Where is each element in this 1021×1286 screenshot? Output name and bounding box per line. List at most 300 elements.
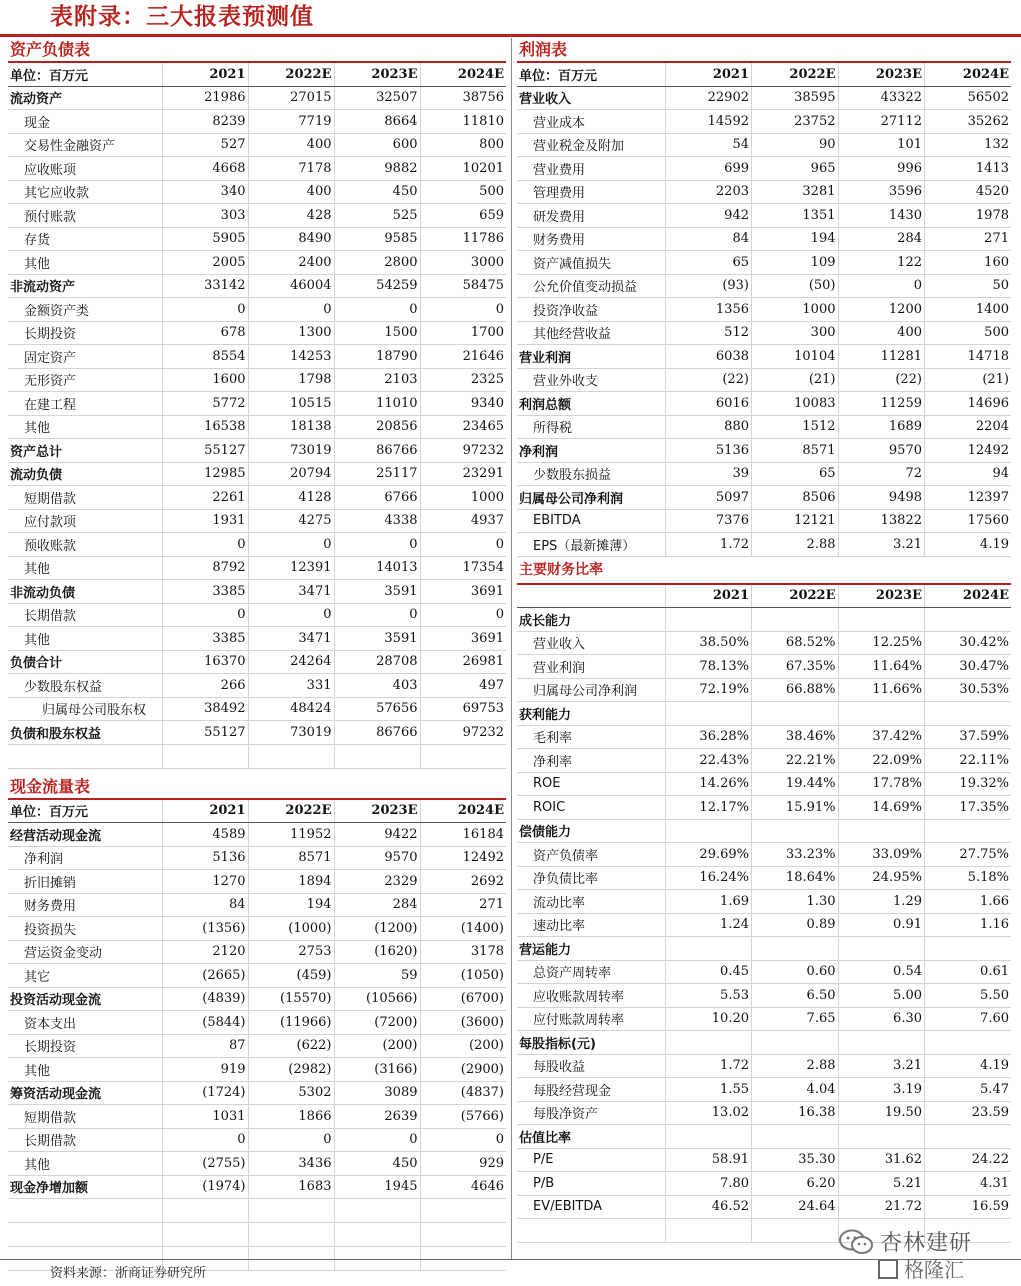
row-label: 应收账项	[8, 157, 162, 181]
cell-value: 4275	[248, 509, 334, 533]
cell-value: 11010	[334, 392, 420, 416]
cell-value: 5097	[665, 486, 752, 510]
cell-value: 65	[665, 251, 752, 275]
empty-cell	[752, 1219, 839, 1243]
cell-value: 18790	[334, 345, 420, 369]
table-row	[517, 1195, 1011, 1219]
row-label: 净利率	[517, 749, 665, 773]
cell-value: 194	[248, 893, 334, 917]
empty-cell	[420, 744, 506, 768]
cell-value: 4338	[334, 509, 420, 533]
cell-value: 0	[248, 533, 334, 557]
cell-value: (2755)	[162, 1152, 248, 1176]
cell-value: 7.65	[752, 1007, 839, 1031]
income-statement-title: 利润表	[517, 38, 1011, 63]
cell-value: 19.32%	[925, 772, 1012, 796]
row-label: 成长能力	[517, 608, 665, 632]
cell-value	[838, 1031, 925, 1055]
cell-value: 12492	[420, 846, 506, 870]
cell-value: 0	[838, 274, 925, 298]
cell-value: 11.64%	[838, 655, 925, 679]
cell-value: 55127	[162, 721, 248, 745]
cell-value: 400	[248, 133, 334, 157]
cell-value: 800	[420, 133, 506, 157]
cell-value: 14592	[665, 110, 752, 134]
unit-label: 单位：百万元	[8, 800, 162, 823]
cell-value: 5905	[162, 227, 248, 251]
income-statement-body	[517, 63, 1011, 556]
cell-value: 2120	[162, 940, 248, 964]
cell-value: 14696	[925, 392, 1012, 416]
table-row	[8, 987, 506, 1011]
cell-value: 2753	[248, 940, 334, 964]
row-label: 所得税	[517, 415, 665, 439]
row-label: 营运资金变动	[8, 940, 162, 964]
year-header: 2024E	[420, 800, 506, 823]
table-row	[517, 1054, 1011, 1078]
cell-value: 2639	[334, 1105, 420, 1129]
year-header: 2024E	[420, 63, 506, 86]
cell-value: 21646	[420, 345, 506, 369]
row-label: 每股经营现金	[517, 1078, 665, 1102]
cell-value: 1031	[162, 1105, 248, 1129]
year-header: 2023E	[838, 585, 925, 608]
table-row	[8, 964, 506, 988]
row-label: 经营活动现金流	[8, 823, 162, 847]
cell-value: 12492	[925, 439, 1012, 463]
unit-label: 单位：百万元	[8, 63, 162, 86]
cell-value: 35.30	[752, 1148, 839, 1172]
row-label: 营运能力	[517, 937, 665, 961]
cell-value: 84	[665, 227, 752, 251]
cell-value: (4839)	[162, 987, 248, 1011]
cell-value: 4646	[420, 1175, 506, 1199]
watermark-bottom	[878, 1254, 964, 1283]
table-row	[517, 937, 1011, 961]
cell-value: 21.72	[838, 1195, 925, 1219]
cell-value: 84	[162, 893, 248, 917]
cell-value: 1300	[248, 321, 334, 345]
cell-value: (5844)	[162, 1011, 248, 1035]
empty-cell	[420, 1199, 506, 1223]
table-row	[8, 580, 506, 604]
row-label: 短期借款	[8, 1105, 162, 1129]
cell-value: 0	[334, 603, 420, 627]
row-label: 营业费用	[517, 157, 665, 181]
cell-value: 1.29	[838, 890, 925, 914]
table-row	[8, 674, 506, 698]
cell-value: 3.21	[838, 533, 925, 557]
cell-value: 3385	[162, 580, 248, 604]
empty-cell	[334, 1223, 420, 1247]
cell-value: (1356)	[162, 917, 248, 941]
cell-value	[752, 608, 839, 632]
cell-value: 6038	[665, 345, 752, 369]
cell-value: 942	[665, 204, 752, 228]
brand-logo-icon	[878, 1259, 898, 1279]
year-header: 2023E	[334, 63, 420, 86]
cell-value: 1356	[665, 298, 752, 322]
cash-flow-table	[8, 800, 506, 1272]
table-row	[8, 1175, 506, 1199]
cell-value: 22.11%	[925, 749, 1012, 773]
table-row	[8, 204, 506, 228]
cell-value: 1270	[162, 870, 248, 894]
table-row	[517, 678, 1011, 702]
row-label: 营业利润	[517, 655, 665, 679]
table-row	[517, 462, 1011, 486]
row-label: 少数股东权益	[8, 674, 162, 698]
empty-row	[8, 744, 506, 768]
cell-value: 300	[752, 321, 839, 345]
cell-value: 3591	[334, 627, 420, 651]
year-header: 2021	[162, 63, 248, 86]
right-column	[517, 38, 1011, 1243]
row-label: 管理费用	[517, 180, 665, 204]
row-label: EPS（最新摊薄）	[517, 533, 665, 557]
cell-value: 22.09%	[838, 749, 925, 773]
cell-value: 87	[162, 1034, 248, 1058]
table-row	[8, 650, 506, 674]
cell-value: 1512	[752, 415, 839, 439]
cell-value: 11786	[420, 227, 506, 251]
table-row	[517, 1078, 1011, 1102]
cell-value: (2900)	[420, 1058, 506, 1082]
cell-value: 2.88	[752, 1054, 839, 1078]
cell-value: 450	[334, 180, 420, 204]
row-label: 投资净收益	[517, 298, 665, 322]
cell-value: 9340	[420, 392, 506, 416]
cell-value: 5.50	[925, 984, 1012, 1008]
cell-value: 9422	[334, 823, 420, 847]
table-row	[8, 368, 506, 392]
cell-value: 1700	[420, 321, 506, 345]
cell-value: 2325	[420, 368, 506, 392]
cell-value: 428	[248, 204, 334, 228]
cell-value: 19.50	[838, 1101, 925, 1125]
cell-value: 1000	[752, 298, 839, 322]
cell-value: 6016	[665, 392, 752, 416]
table-row	[8, 392, 506, 416]
watermark-account: 杏林建研	[880, 1231, 973, 1256]
table-row	[517, 913, 1011, 937]
cell-value: 3691	[420, 627, 506, 651]
table-row	[8, 133, 506, 157]
row-label: 长期借款	[8, 603, 162, 627]
unit-label: 单位：百万元	[517, 63, 665, 86]
cell-value: 24.95%	[838, 866, 925, 890]
cell-value: 0	[248, 298, 334, 322]
cell-value: (2665)	[162, 964, 248, 988]
column-divider	[511, 38, 512, 1260]
cell-value: 6766	[334, 486, 420, 510]
income-statement-table	[517, 63, 1011, 557]
cell-value: 97232	[420, 439, 506, 463]
cell-value: 4668	[162, 157, 248, 181]
cell-value: 400	[838, 321, 925, 345]
cell-value: 27015	[248, 86, 334, 110]
cell-value: 17354	[420, 556, 506, 580]
table-row	[517, 274, 1011, 298]
cell-value: 0.91	[838, 913, 925, 937]
cell-value: 25117	[334, 462, 420, 486]
table-row	[517, 819, 1011, 843]
source-note: 资料来源：浙商证券研究所	[50, 1266, 207, 1281]
row-label: 流动资产	[8, 86, 162, 110]
cell-value: 340	[162, 180, 248, 204]
cell-value: (15570)	[248, 987, 334, 1011]
cell-value: 11.66%	[838, 678, 925, 702]
cell-value: (3600)	[420, 1011, 506, 1035]
table-row	[8, 1058, 506, 1082]
table-row	[8, 415, 506, 439]
cell-value: 36.28%	[665, 725, 752, 749]
cell-value: 12.25%	[838, 631, 925, 655]
row-label: 在建工程	[8, 392, 162, 416]
cell-value: (7200)	[334, 1011, 420, 1035]
cell-value: (622)	[248, 1034, 334, 1058]
row-label: 资产负债率	[517, 843, 665, 867]
empty-cell	[162, 1199, 248, 1223]
cell-value: 2400	[248, 251, 334, 275]
cell-value: 678	[162, 321, 248, 345]
row-label: 获利能力	[517, 702, 665, 726]
cell-value	[752, 819, 839, 843]
cell-value: 57656	[334, 697, 420, 721]
cell-value: 7.60	[925, 1007, 1012, 1031]
table-row	[517, 251, 1011, 275]
cell-value: (200)	[334, 1034, 420, 1058]
cell-value: 2.88	[752, 533, 839, 557]
cell-value: 7376	[665, 509, 752, 533]
row-label: 资产减值损失	[517, 251, 665, 275]
table-row	[8, 917, 506, 941]
row-label: 长期投资	[8, 321, 162, 345]
cell-value: 12391	[248, 556, 334, 580]
cell-value: 24.22	[925, 1148, 1012, 1172]
cell-value: 0.60	[752, 960, 839, 984]
table-row	[8, 721, 506, 745]
cell-value: 4.04	[752, 1078, 839, 1102]
row-label: 交易性金融资产	[8, 133, 162, 157]
cell-value: 12397	[925, 486, 1012, 510]
table-row	[517, 1172, 1011, 1196]
row-label: 营业收入	[517, 86, 665, 110]
table-row	[8, 298, 506, 322]
row-label: 每股净资产	[517, 1101, 665, 1125]
table-row	[8, 251, 506, 275]
row-label: P/E	[517, 1148, 665, 1172]
cell-value: 194	[752, 227, 839, 251]
cell-value: 5.21	[838, 1172, 925, 1196]
cell-value: 0.89	[752, 913, 839, 937]
row-label: 其它应收款	[8, 180, 162, 204]
table-row	[517, 1148, 1011, 1172]
cell-value: 1.66	[925, 890, 1012, 914]
cell-value: 1600	[162, 368, 248, 392]
cell-value: 1.55	[665, 1078, 752, 1102]
cell-value: 16370	[162, 650, 248, 674]
cell-value: 9570	[838, 439, 925, 463]
cell-value: 0.61	[925, 960, 1012, 984]
cell-value: 284	[838, 227, 925, 251]
table-row	[517, 345, 1011, 369]
row-label: 其他	[8, 1152, 162, 1176]
cell-value: 2692	[420, 870, 506, 894]
cell-value: 919	[162, 1058, 248, 1082]
cell-value: (50)	[752, 274, 839, 298]
cell-value	[752, 702, 839, 726]
row-label: 其他	[8, 415, 162, 439]
row-label: 流动负债	[8, 462, 162, 486]
cell-value	[665, 1125, 752, 1149]
table-row	[517, 1101, 1011, 1125]
cell-value: 12.17%	[665, 796, 752, 820]
cell-value: 0	[162, 298, 248, 322]
cell-value: 11281	[838, 345, 925, 369]
balance-sheet-body	[8, 63, 506, 768]
cell-value: 23291	[420, 462, 506, 486]
cell-value: 600	[334, 133, 420, 157]
row-label: 流动比率	[517, 890, 665, 914]
table-row	[517, 631, 1011, 655]
cell-value: 46004	[248, 274, 334, 298]
cell-value: 1413	[925, 157, 1012, 181]
table-row	[517, 866, 1011, 890]
watermark-top	[838, 1226, 972, 1257]
cell-value: 73019	[248, 721, 334, 745]
cell-value: 97232	[420, 721, 506, 745]
cell-value: 331	[248, 674, 334, 698]
cell-value: 3596	[838, 180, 925, 204]
table-row	[517, 486, 1011, 510]
cell-value: 16.59	[925, 1195, 1012, 1219]
cell-value: 929	[420, 1152, 506, 1176]
cell-value: 3281	[752, 180, 839, 204]
year-header: 2024E	[925, 63, 1012, 86]
row-label: 折旧摊销	[8, 870, 162, 894]
cell-value: 2005	[162, 251, 248, 275]
cell-value: 3000	[420, 251, 506, 275]
empty-cell	[248, 1223, 334, 1247]
table-row	[8, 940, 506, 964]
empty-row	[8, 1199, 506, 1223]
cell-value: 48424	[248, 697, 334, 721]
table-row	[8, 1152, 506, 1176]
row-label: 营业税金及附加	[517, 133, 665, 157]
row-label: 投资损失	[8, 917, 162, 941]
cell-value: 5136	[665, 439, 752, 463]
table-row	[517, 960, 1011, 984]
cell-value: 12985	[162, 462, 248, 486]
cell-value: 5.53	[665, 984, 752, 1008]
table-row	[8, 1011, 506, 1035]
cell-value: 30.47%	[925, 655, 1012, 679]
cell-value: 56502	[925, 86, 1012, 110]
cell-value: 266	[162, 674, 248, 698]
row-label: 投资活动现金流	[8, 987, 162, 1011]
cell-value: 0	[248, 603, 334, 627]
cell-value: 7.80	[665, 1172, 752, 1196]
cell-value: 29.69%	[665, 843, 752, 867]
cell-value: 4.19	[925, 533, 1012, 557]
year-header: 2022E	[248, 800, 334, 823]
cell-value: 3471	[248, 627, 334, 651]
cell-value: (4837)	[420, 1081, 506, 1105]
cell-value: 19.44%	[752, 772, 839, 796]
header-row	[517, 63, 1011, 86]
row-label: 其他	[8, 251, 162, 275]
table-row	[517, 890, 1011, 914]
cell-value: (21)	[925, 368, 1012, 392]
cell-value: 7178	[248, 157, 334, 181]
cell-value	[752, 1031, 839, 1055]
table-row	[8, 509, 506, 533]
cell-value: 5.00	[838, 984, 925, 1008]
cell-value: 8554	[162, 345, 248, 369]
table-row	[517, 439, 1011, 463]
cell-value: 1430	[838, 204, 925, 228]
cell-value: 284	[334, 893, 420, 917]
cell-value: (5766)	[420, 1105, 506, 1129]
row-label: 应收账款周转率	[517, 984, 665, 1008]
cell-value: 37.42%	[838, 725, 925, 749]
cell-value: 2329	[334, 870, 420, 894]
table-row	[8, 627, 506, 651]
cell-value: 10104	[752, 345, 839, 369]
cell-value: (11966)	[248, 1011, 334, 1035]
cell-value: 0.54	[838, 960, 925, 984]
row-label: 预付账款	[8, 204, 162, 228]
cell-value: 7719	[248, 110, 334, 134]
cell-value: 3385	[162, 627, 248, 651]
cell-value: (1000)	[248, 917, 334, 941]
cell-value: 21986	[162, 86, 248, 110]
row-label: 估值比率	[517, 1125, 665, 1149]
row-label: 非流动负债	[8, 580, 162, 604]
cell-value: 1.69	[665, 890, 752, 914]
cell-value	[665, 1031, 752, 1055]
row-label: 营业利润	[517, 345, 665, 369]
table-row	[517, 509, 1011, 533]
row-label: 偿债能力	[517, 819, 665, 843]
cell-value: 659	[420, 204, 506, 228]
table-row	[517, 1031, 1011, 1055]
empty-cell	[334, 744, 420, 768]
cell-value: 5772	[162, 392, 248, 416]
cell-value: 94	[925, 462, 1012, 486]
cell-value: (22)	[665, 368, 752, 392]
header-row	[8, 800, 506, 823]
cell-value: 1.72	[665, 533, 752, 557]
cell-value: (1400)	[420, 917, 506, 941]
cell-value: 3471	[248, 580, 334, 604]
page-title: 表附录：三大报表预测值	[50, 4, 314, 30]
cell-value: 500	[925, 321, 1012, 345]
title-rule	[0, 34, 1021, 37]
row-label: 固定资产	[8, 345, 162, 369]
cell-value: 24.64	[752, 1195, 839, 1219]
ratios-body	[517, 585, 1011, 1243]
year-header: 2023E	[334, 800, 420, 823]
cell-value: (1200)	[334, 917, 420, 941]
table-row	[8, 321, 506, 345]
cell-value: 35262	[925, 110, 1012, 134]
cell-value: 8239	[162, 110, 248, 134]
table-row	[8, 180, 506, 204]
ratios-table	[517, 585, 1011, 1244]
cell-value: 20856	[334, 415, 420, 439]
